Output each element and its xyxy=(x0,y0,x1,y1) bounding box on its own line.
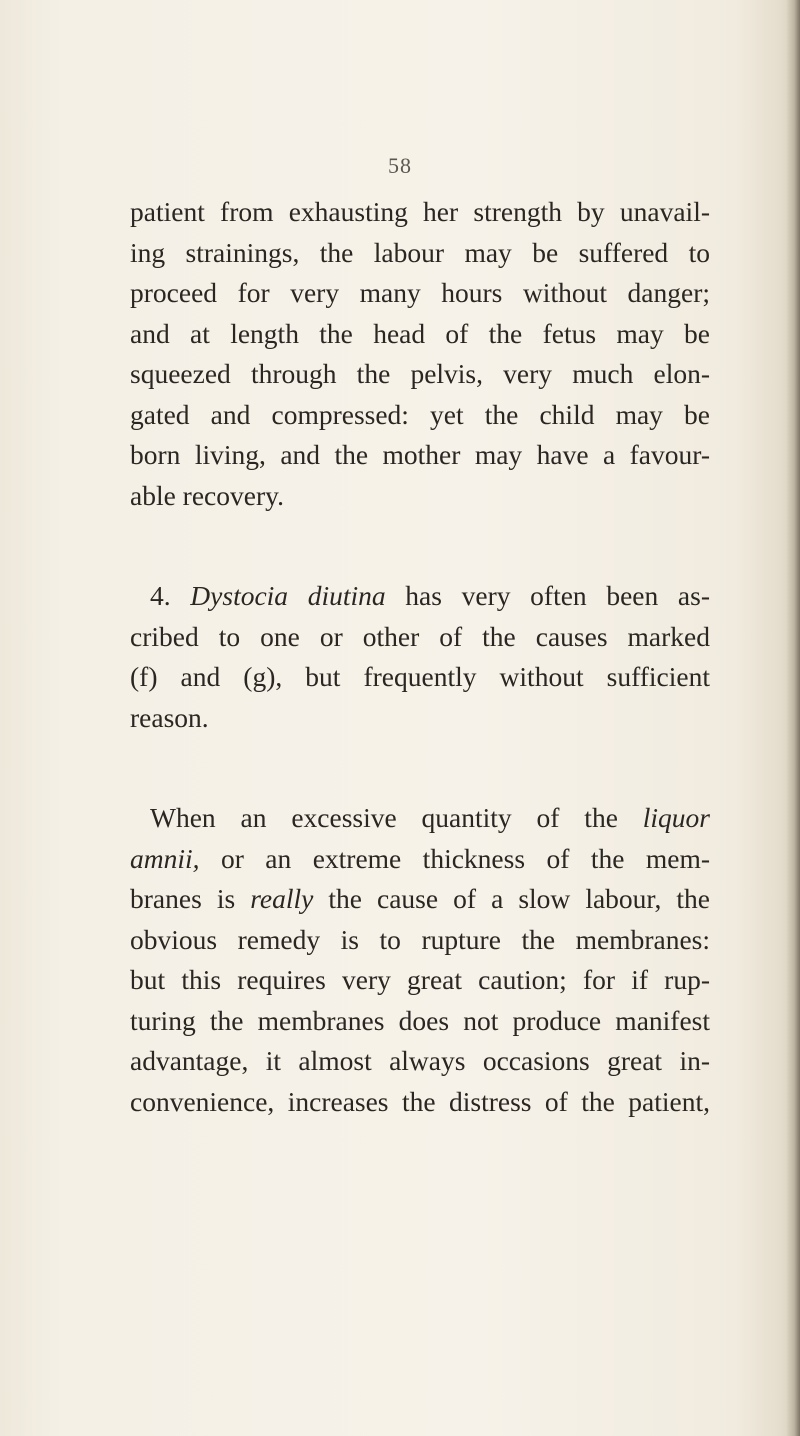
line-text: branes is xyxy=(130,883,251,914)
text-line: gated and compressed: yet the child may be xyxy=(130,398,710,430)
text-line: squeezed through the pelvis, very much elon- xyxy=(130,358,710,389)
text-line xyxy=(130,839,710,880)
italic-term: Dystocia diutina xyxy=(190,580,386,611)
text-line: and at length the head of the fetus may be xyxy=(130,317,710,349)
text-line: advantage, it almost always occasions great in- xyxy=(130,1045,710,1076)
page-number: 58 xyxy=(388,153,412,178)
text-line: turing the membranes does not produce manifest xyxy=(130,1004,710,1036)
text-line: convenience, increases the distress of the patient, xyxy=(130,1085,710,1117)
text-line xyxy=(130,798,710,839)
text-line: able recovery. xyxy=(130,479,284,511)
italic-term: amnii, xyxy=(130,842,200,874)
line-text: or an extreme thickness of the mem- xyxy=(199,842,710,874)
text-line xyxy=(130,576,710,617)
text-line: but this requires very great caution; for if rup- xyxy=(130,964,710,995)
line-text: When an excessive quantity of the xyxy=(150,802,643,833)
line-text: the cause of a slow labour, the xyxy=(313,883,710,914)
text-line xyxy=(130,879,710,920)
page-edge-shadow xyxy=(786,0,800,1436)
paragraph-2 xyxy=(130,576,710,738)
line-text: 4. xyxy=(150,580,191,611)
text-line: (f) and (g), but frequently without sufficient xyxy=(130,661,710,692)
paragraph-3 xyxy=(130,798,710,1122)
line-text: has very often been as- xyxy=(385,580,710,611)
text-line: patient from exhausting her strength by unavail- xyxy=(130,196,710,227)
text-line: cribed to one or other of the causes marked xyxy=(130,620,710,652)
italic-term: really xyxy=(250,883,314,914)
text-line: born living, and the mother may have a favour- xyxy=(130,439,710,470)
text-line: obvious remedy is to rupture the membranes: xyxy=(130,923,710,955)
text-line: ing strainings, the labour may be suffered to xyxy=(130,236,710,268)
text-line: reason. xyxy=(130,701,209,733)
paragraph-1 xyxy=(130,192,710,516)
text-line: proceed for very many hours without danger; xyxy=(130,277,710,308)
italic-term: liquor xyxy=(642,802,710,833)
